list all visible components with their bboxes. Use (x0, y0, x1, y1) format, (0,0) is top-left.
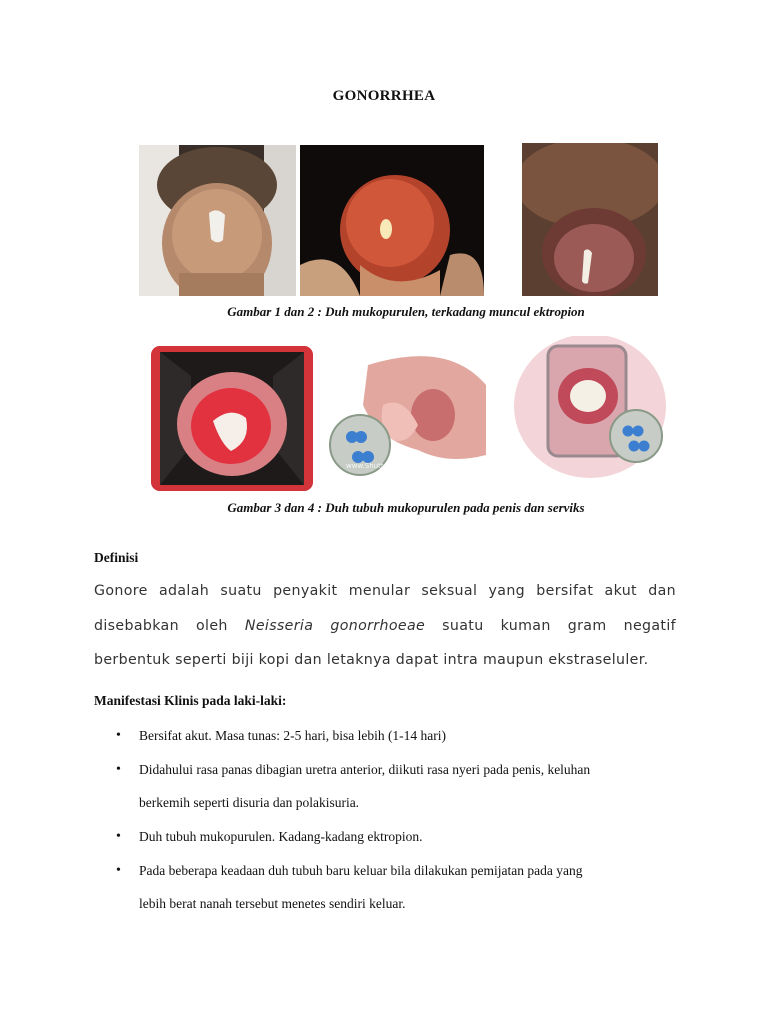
photo-penis-discharge-1 (139, 145, 296, 296)
definisi-line-2-post: suatu kuman gram negatif (425, 618, 676, 634)
definisi-line-3: berbentuk seperti biji kopi dan letaknya dapat intra maupun ekstraseluler. (94, 652, 649, 668)
bullet-icon: • (116, 829, 121, 844)
watermark-text: www.ShutterStock.com (346, 462, 428, 470)
bullet-icon: • (116, 728, 121, 743)
list-item: Pada beberapa keadaan duh tubuh baru keluar bila dilakukan pemijatan pada yang (139, 863, 583, 878)
illustration-cervix-bacteria (508, 336, 668, 484)
photo-penis-discharge-2 (300, 145, 484, 296)
definisi-line-2 (94, 618, 676, 634)
figure-caption-1: Gambar 1 dan 2 : Duh mukopurulen, terkadang muncul ektropion (227, 304, 585, 319)
bullet-icon: • (116, 863, 121, 878)
definisi-line-1: Gonore adalah suatu penyakit menular seksual yang bersifat akut dan (94, 583, 676, 599)
manifestasi-heading: Manifestasi Klinis pada laki-laki: (94, 693, 287, 708)
list-item: Bersifat akut. Masa tunas: 2-5 hari, bisa lebih (1-14 hari) (139, 728, 447, 743)
list-item: Duh tubuh mukopurulen. Kadang-kadang ektropion. (139, 829, 423, 844)
photo-penis-discharge-3 (522, 143, 658, 296)
page-title: GONORRHEA (332, 88, 436, 104)
bacteria-name: Neisseria gonorrhoeae (244, 618, 426, 634)
illustration-penis-bacteria (328, 345, 488, 485)
definisi-line-2-pre: disebabkan oleh (94, 618, 245, 634)
bullet-icon: • (116, 762, 121, 777)
photo-cervix-discharge (151, 346, 313, 491)
figure-caption-2: Gambar 3 dan 4 : Duh tubuh mukopurulen pada penis dan serviks (227, 500, 585, 515)
list-item-continuation: lebih berat nanah tersebut menetes sendiri keluar. (139, 896, 406, 911)
definisi-heading: Definisi (94, 550, 139, 565)
list-item-continuation: berkemih seperti disuria dan polakisuria. (139, 795, 360, 810)
list-item: Didahului rasa panas dibagian uretra anterior, diikuti rasa nyeri pada penis, keluhan (139, 762, 591, 777)
